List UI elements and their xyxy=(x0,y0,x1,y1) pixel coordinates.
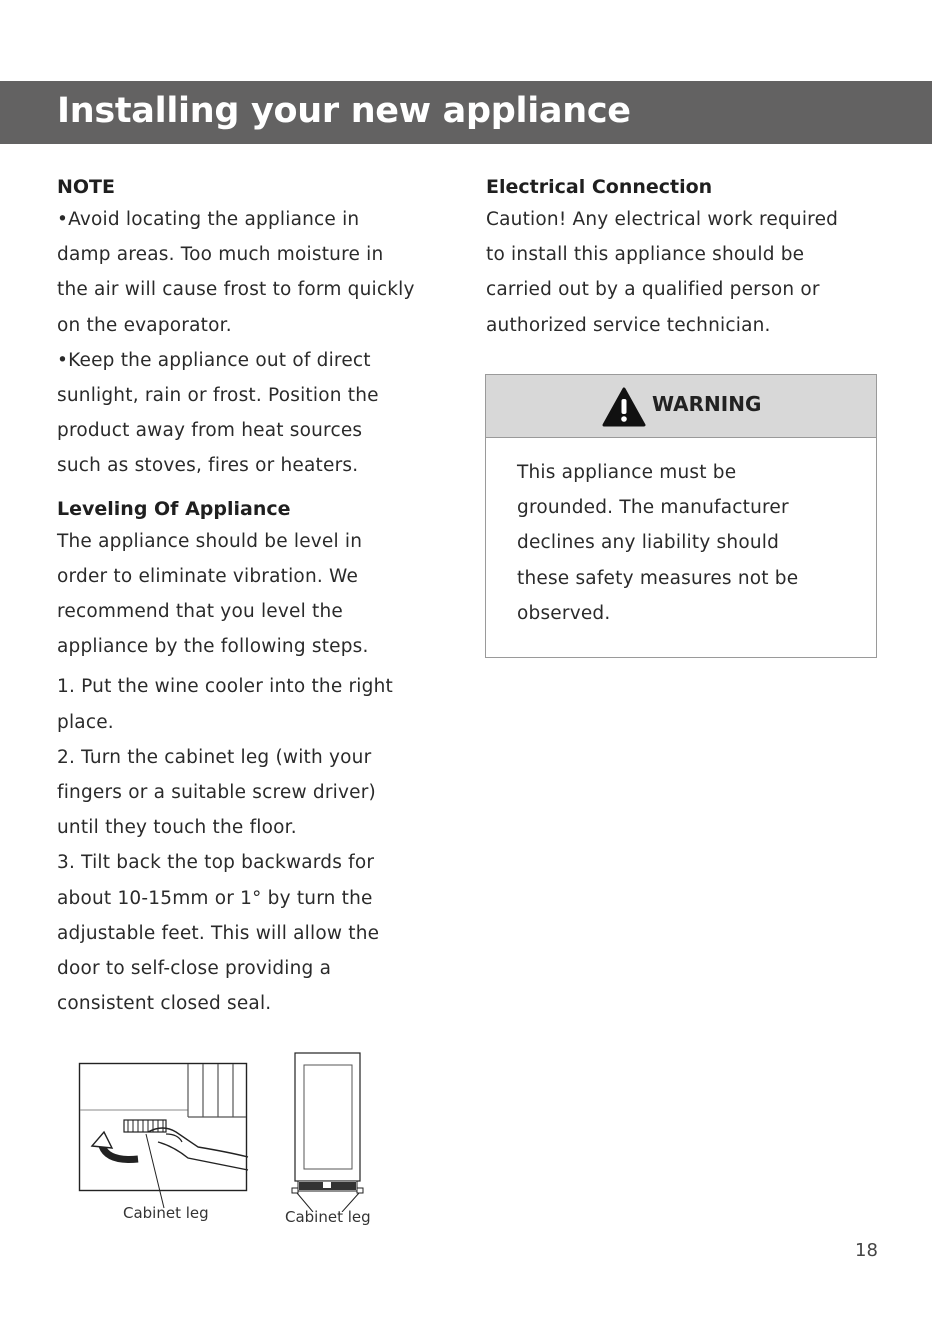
page-number: 18 xyxy=(855,1240,878,1261)
warning-triangle-icon xyxy=(602,387,646,427)
step-line: about 10-15mm or 1° by turn the xyxy=(57,887,373,909)
note-line: •Keep the appliance out of direct xyxy=(57,349,371,371)
warning-line: This appliance must be xyxy=(517,462,737,483)
note-text xyxy=(57,202,467,484)
warning-line: observed. xyxy=(517,602,611,624)
leveling-line: The appliance should be level in xyxy=(57,530,363,552)
left-column xyxy=(57,172,467,1021)
note-heading: NOTE xyxy=(57,176,115,198)
warning-header xyxy=(486,375,876,438)
figure-caption: Cabinet leg xyxy=(123,1204,209,1222)
electrical-text xyxy=(486,202,886,343)
leveling-line: appliance by the following steps. xyxy=(57,636,369,658)
note-line: •Avoid locating the appliance in xyxy=(57,209,360,230)
wine-cooler-front-illustration xyxy=(285,1052,380,1212)
electrical-heading: Electrical Connection xyxy=(486,176,713,198)
leveling-line: order to eliminate vibration. We xyxy=(57,565,359,587)
leveling-line: recommend that you level the xyxy=(57,601,343,623)
step-line: until they touch the floor. xyxy=(57,817,297,839)
step-line: 2. Turn the cabinet leg (with your xyxy=(57,746,372,768)
leveling-heading: Leveling Of Appliance xyxy=(57,497,291,520)
step-line: consistent closed seal. xyxy=(57,993,272,1015)
warning-line: these safety measures not be xyxy=(517,567,799,589)
title-banner xyxy=(0,81,932,144)
electrical-line: Caution! Any electrical work required xyxy=(486,209,839,230)
leveling-leg-illustration xyxy=(78,1062,253,1224)
warning-line: grounded. The manufacturer xyxy=(517,497,789,519)
leveling-text xyxy=(57,524,467,665)
electrical-line: carried out by a qualified person or xyxy=(486,279,820,301)
step-line: 3. Tilt back the top backwards for xyxy=(57,852,375,874)
right-column xyxy=(486,172,886,343)
step-line: 1. Put the wine cooler into the right xyxy=(57,676,393,698)
page-title: Installing your new appliance xyxy=(57,91,631,131)
electrical-line: to install this appliance should be xyxy=(486,244,805,266)
warning-line: declines any liability should xyxy=(517,532,780,554)
step-line: fingers or a suitable screw driver) xyxy=(57,782,376,804)
warning-label: WARNING xyxy=(652,392,762,416)
warning-box xyxy=(485,374,877,658)
note-line: product away from heat sources xyxy=(57,420,363,442)
figure-caption: Cabinet leg xyxy=(285,1208,371,1226)
warning-text xyxy=(517,455,798,631)
electrical-line: authorized service technician. xyxy=(486,314,771,336)
note-line: damp areas. Too much moisture in xyxy=(57,244,384,266)
note-line: the air will cause frost to form quickly xyxy=(57,279,415,301)
note-line: on the evaporator. xyxy=(57,314,232,336)
step-line: door to self-close providing a xyxy=(57,958,332,980)
step-line: place. xyxy=(57,711,114,733)
note-line: such as stoves, fires or heaters. xyxy=(57,455,359,477)
leveling-steps xyxy=(57,669,467,1021)
note-line: sunlight, rain or frost. Position the xyxy=(57,385,379,407)
step-line: adjustable feet. This will allow the xyxy=(57,922,380,944)
